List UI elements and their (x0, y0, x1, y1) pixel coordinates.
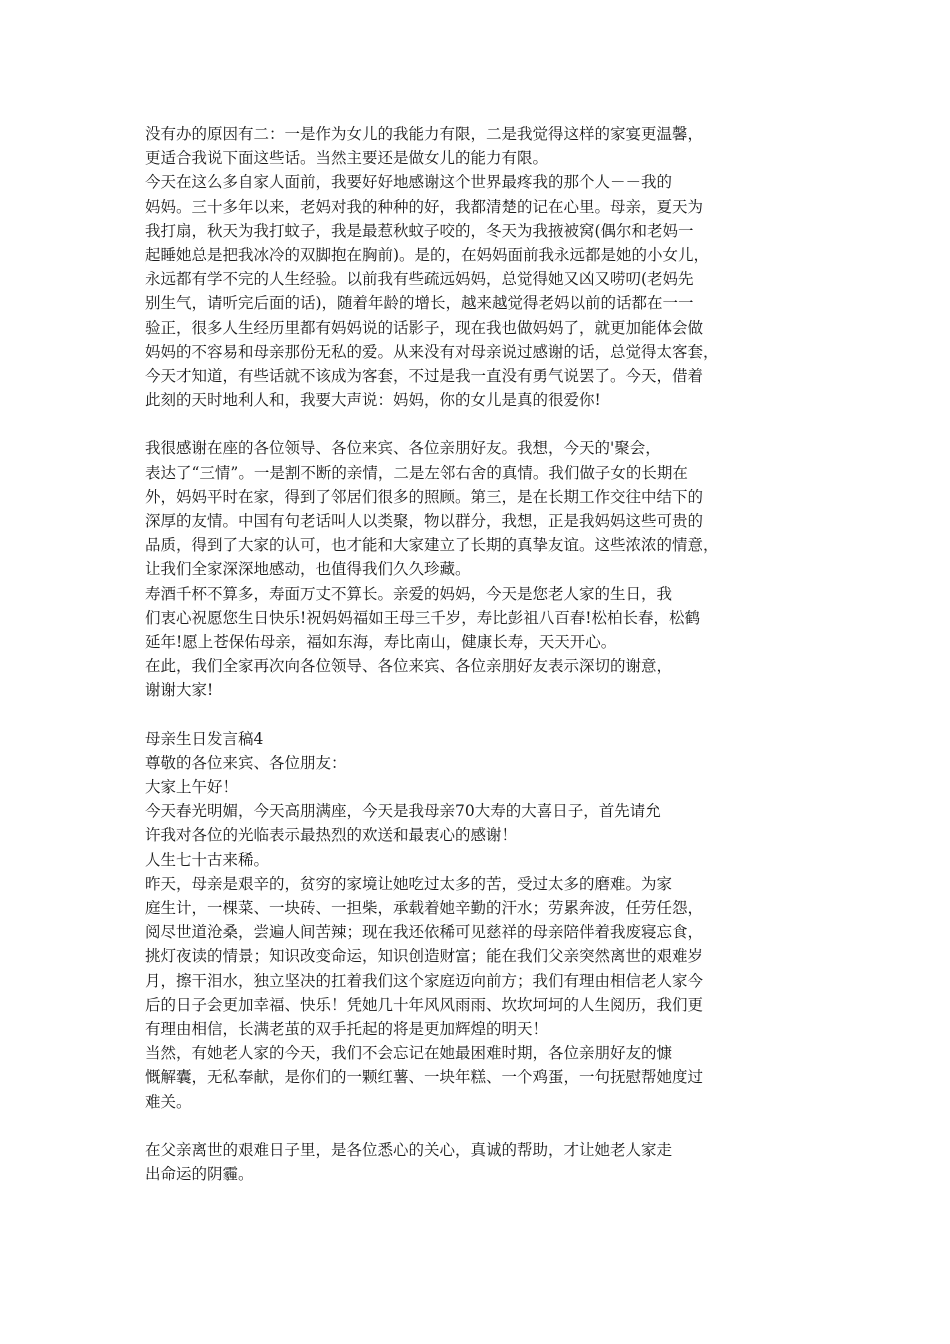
text-line: 尊敬的各位来宾、各位朋友： (145, 753, 347, 772)
paragraph-block (145, 436, 765, 702)
text-line: 寿酒千杯不算多，寿面万丈不算长。亲爱的妈妈，今天是您老人家的生日，我 (145, 584, 673, 603)
text-line: 有理由相信，长满老茧的双手托起的将是更加辉煌的明天！ (145, 1019, 549, 1038)
paragraph-gap (145, 412, 765, 436)
text-line: 出命运的阴霾。 (145, 1165, 254, 1184)
text-line: 挑灯夜读的情景；知识改变命运，知识创造财富；能在我们父亲突然离世的艰难岁 (145, 947, 704, 966)
text-line: 验正，很多人生经历里都有妈妈说的话影子，现在我也做妈妈了，就更加能体会做 (145, 318, 704, 337)
text-line: 起睡她总是把我冰冷的双脚抱在胸前)。是的，在妈妈面前我永远都是她的小女儿， (145, 245, 710, 264)
document-body (145, 122, 765, 1186)
text-line: 让我们全家深深地感动，也值得我们久久珍藏。 (145, 560, 471, 579)
text-line: 此刻的天时地利人和，我要大声说：妈妈，你的女儿是真的很爱你! (145, 391, 601, 410)
text-line: 母亲生日发言稿4 (145, 729, 264, 748)
paragraph-block (145, 1138, 765, 1186)
text-line: 深厚的友情。中国有句老话叫人以类聚，物以群分，我想，正是我妈妈这些可贵的 (145, 512, 704, 530)
text-line: 永远都有学不完的人生经验。以前我有些疏远妈妈，总觉得她又凶又唠叨(老妈先 (145, 270, 694, 289)
text-line: 昨天，母亲是艰辛的，贫穷的家境让她吃过太多的苦，受过太多的磨难。为家 (145, 874, 673, 893)
text-line: 外，妈妈平时在家，得到了邻居们很多的照顾。第三，是在长期工作交往中结下的 (145, 487, 704, 506)
text-line: 品质，得到了大家的认可，也才能和大家建立了长期的真挚友谊。这些浓浓的情意， (145, 536, 719, 555)
text-line: 慨解囊，无私奉献，是你们的一颗红薯、一块年糕、一个鸡蛋，一句抚慰帮她度过 (145, 1068, 704, 1087)
text-line: 在父亲离世的艰难日子里，是各位悉心的关心，真诚的帮助，才让她老人家走 (145, 1140, 673, 1159)
text-line: 当然，有她老人家的今天，我们不会忘记在她最困难时期，各位亲朋好友的慷 (145, 1044, 673, 1063)
text-line: 延年!愿上苍保佑母亲，福如东海，寿比南山，健康长寿，天天开心。 (145, 632, 617, 651)
paragraph-gap (145, 1114, 765, 1138)
text-line: 今天春光明媚，今天高朋满座，今天是我母亲70大寿的大喜日子，首先请允 (145, 802, 661, 821)
text-line: 谢谢大家! (145, 681, 214, 700)
text-line: 今天在这么多自家人面前，我要好好地感谢这个世界最疼我的那个人－－我的 (145, 173, 673, 192)
text-line: 大家上午好！ (145, 778, 239, 797)
text-line: 许我对各位的光临表示最热烈的欢送和最衷心的感谢！ (145, 826, 518, 845)
text-line: 我很感谢在座的各位领导、各位来宾、各位亲朋好友。我想，今天的'聚会， (145, 439, 661, 458)
text-line: 表达了“三情”。一是割不断的亲情，二是左邻右舍的真情。我们做子女的长期在 (145, 463, 688, 482)
paragraph-block (145, 122, 765, 412)
text-line: 们衷心祝愿您生日快乐!祝妈妈福如王母三千岁，寿比彭祖八百春!松柏长春，松鹤 (145, 608, 700, 627)
text-line: 妈妈。三十多年以来，老妈对我的种种的好，我都清楚的记在心里。母亲，夏天为 (145, 197, 704, 216)
text-line: 后的日子会更加幸福、快乐！凭她几十年风风雨雨、坎坎坷坷的人生阅历，我们更 (145, 995, 704, 1014)
text-line: 庭生计，一棵菜、一块砖、一担柴，承载着她辛勤的汗水；劳累奔波，任劳任怨， (145, 899, 704, 917)
text-line: 我打扇，秋天为我打蚊子，我是最惹秋蚊子咬的，冬天为我掖被窝(偶尔和老妈一 (145, 221, 694, 240)
paragraph-gap (145, 703, 765, 727)
text-line: 难关。 (145, 1092, 192, 1111)
text-line: 月，擦干泪水，独立坚决的扛着我们这个家庭迈向前方；我们有理由相信老人家今 (145, 971, 704, 990)
text-line: 别生气，请听完后面的话)，随着年龄的增长，越来越觉得老妈以前的话都在一一 (145, 294, 694, 313)
paragraph-block (145, 727, 765, 1114)
text-line: 没有办的原因有二：一是作为女儿的我能力有限，二是我觉得这样的家宴更温馨， (145, 125, 704, 143)
text-line: 更适合我说下面这些话。当然主要还是做女儿的能力有限。 (145, 149, 549, 168)
text-line: 阅尽世道沧桑，尝遍人间苦辣；现在我还依稀可见慈祥的母亲陪伴着我废寝忘食， (145, 923, 704, 942)
text-line: 妈妈的不容易和母亲那份无私的爱。从来没有对母亲说过感谢的话，总觉得太客套， (145, 342, 719, 361)
text-line: 在此，我们全家再次向各位领导、各位来宾、各位亲朋好友表示深切的谢意， (145, 657, 673, 676)
text-line: 人生七十古来稀。 (145, 850, 270, 869)
text-line: 今天才知道，有些话就不该成为客套，不过是我一直没有勇气说罢了。今天，借着 (145, 366, 704, 385)
